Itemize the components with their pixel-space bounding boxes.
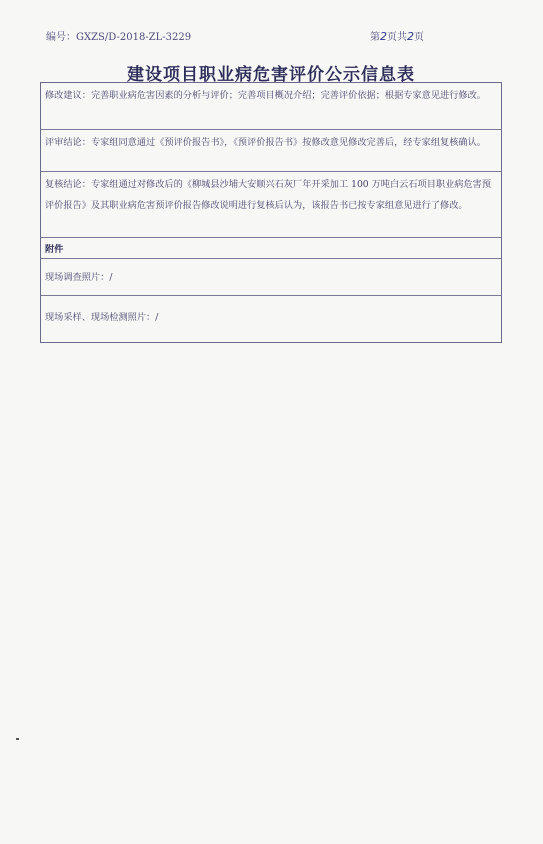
site-survey-photos-row — [41, 259, 501, 296]
page-prefix: 第 — [370, 32, 380, 43]
site-survey-photos-label: 现场调查照片： — [45, 272, 110, 283]
document-number: 编号：GXZS/D-2018-ZL-3229 — [46, 32, 192, 43]
info-table — [40, 82, 502, 343]
page-middle: 页共 — [387, 32, 407, 43]
page-indicator — [370, 28, 424, 43]
sampling-photos-value: / — [155, 312, 159, 323]
modification-advice-label: 修改建议： — [45, 90, 91, 101]
modification-advice-row — [41, 83, 501, 130]
page-current-handwritten: 2 — [380, 30, 387, 43]
document-title: 建设项目职业病危害评价公示信息表 — [127, 65, 415, 85]
recheck-conclusion-row — [41, 172, 501, 238]
attachments-header-row — [41, 238, 501, 259]
modification-advice-text: 完善职业病危害因素的分析与评价；完善项目概况介绍；完善评价依据；根据专家意见进行修改。 — [90, 90, 486, 101]
recheck-conclusion-text: 专家组通过对修改后的《柳城县沙埔大安顺兴石灰厂年开采加工 100 万吨白云石项目职业病危害预评价报告》及其职业病危害预评价报告修改说明进行复核后认为，该报告书已按专家组意见进行了修改。 — [45, 179, 492, 211]
review-conclusion-text: 专家组同意通过《预评价报告书》，《预评价报告书》按修改意见修改完善后，经专家组复核确认。 — [90, 137, 486, 148]
site-survey-photos-value: / — [109, 272, 113, 283]
page-suffix: 页 — [414, 32, 424, 43]
review-conclusion-label: 评审结论： — [45, 137, 91, 148]
sampling-photos-label: 现场采样、现场检测照片： — [45, 312, 156, 323]
document-header — [46, 28, 497, 42]
page-total-handwritten: 2 — [407, 30, 414, 43]
review-conclusion-row — [41, 130, 501, 172]
recheck-conclusion-label: 复核结论： — [45, 179, 91, 190]
sampling-photos-row — [41, 296, 501, 342]
attachments-label: 附件 — [45, 244, 64, 255]
scan-speck — [16, 738, 19, 740]
